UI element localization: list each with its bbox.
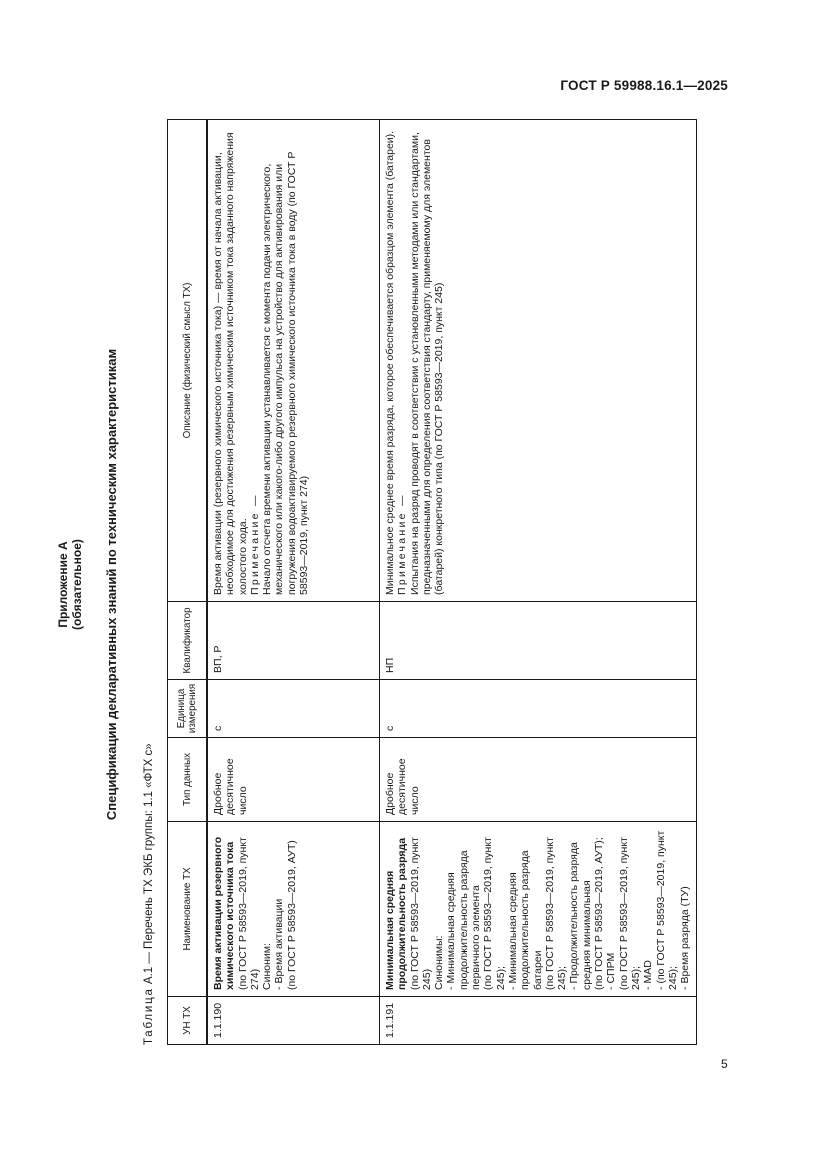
cell-id: 1.1.191 [380,996,697,1044]
cell-id: 1.1.190 [207,996,380,1044]
table-row [207,119,380,1044]
name-line: (по ГОСТ Р 58593—2019, АУТ) [285,840,298,990]
cell-name [207,821,380,996]
table-caption-text: А.1 — Перечень ТХ ЭКБ группы: 1.1 «ФТХ с» [143,743,155,985]
specification-table [167,119,697,1045]
note-label: Примечание — [396,493,409,595]
name-line: Синонимы: [433,935,446,990]
table-caption-prefix: Таблица [143,987,155,1045]
table-row [380,119,697,1044]
section-heading: Спецификации декларативных знаний по техническим характеристикам [104,348,119,821]
column-header-unit: Единица измерения [168,679,208,737]
column-header-qualifier: Квалификатор [168,601,208,679]
appendix-title [56,0,84,1169]
name-line: (по ГОСТ Р 58593—2019, АУТ); [593,837,606,990]
name-line: - MAD [642,960,655,990]
description-text: Время активации (резервного химического источника тока) — время от начала активации, необходимое для достижения резервным химическим источником тока заданного напряжения холостого хода. [212,132,249,595]
name-line: Синоним: [261,943,274,990]
name-line: (по ГОСТ Р 58593—2019, пункт 245) [408,837,433,990]
cell-data-type: Дробное десятичное число [207,737,380,821]
name-line: (по ГОСТ Р 58593—2019, пункт 245); [482,837,507,990]
cell-name [380,821,697,996]
characteristic-name: Время активации резервного химического источника тока [212,836,237,990]
cell-unit: с [380,679,697,737]
document-code: ГОСТ Р 59988.16.1—2025 [560,78,728,93]
description-text: Минимальное среднее время разряда, которое обеспечивается образцом элемента (батареи). [384,130,396,595]
appendix-status: (обязательное) [70,539,84,630]
column-header-description: Описание (физический смысл ТХ) [168,119,208,601]
name-line: - Время разряда (ТУ) [679,886,692,990]
name-line: - СПРМ [605,952,618,990]
name-line: (по ГОСТ Р 58593—2019, пункт 274) [236,837,261,990]
name-line: - Минимальная средняя продолжительность разряда первичного элемента [445,850,483,990]
cell-qualifier: НП [380,601,697,679]
cell-description [207,119,380,601]
appendix-label: Приложение А [56,541,70,628]
name-line: - (по ГОСТ Р 58593—2019, пункт 245); [654,830,679,990]
name-line: (по ГОСТ Р 58593—2019, пункт 245); [617,837,642,990]
name-line: - Время активации [273,898,286,990]
cell-data-type: Дробное десятичное число [380,737,697,821]
name-line: - Минимальная средняя продолжительность разряда батареи [506,850,544,990]
cell-qualifier: ВП, Р [207,601,380,679]
cell-description [380,119,697,601]
column-header-id: УН ТХ [168,996,208,1044]
note-text: Начало отсчета времени активации устанавливается с момента подачи электрического, механического или какого-либо другого импульса на устройство для активирования или погружения водоактивируемого резервного химического источника тока в воду (по ГОСТ Р 58593—2019, пункт 274) [261,151,311,595]
column-header-data-type: Тип данных [168,737,208,821]
table-caption [143,743,155,1045]
note-text: Испытания на разряд проводят в соответствии с установленными методами или стандартами, предназначенными для определения соответствия стандарту, применяемому для элементов (батарей) конкретного типа (по ГОСТ Р 58593—2019, пункт 245) [408,132,446,595]
cell-unit: с [207,679,380,737]
name-line: (по ГОСТ Р 58593—2019, пункт 245); [543,837,569,990]
characteristic-name: Минимальная средняя продолжительность разряда [384,837,409,990]
column-header-name: Наименование ТХ [168,821,208,996]
note-label: Примечание — [248,493,261,595]
table-header-row [168,119,208,1044]
page-number: 5 [721,1057,728,1071]
name-line: - Продолжительность разряда средняя минимальная [568,842,593,990]
